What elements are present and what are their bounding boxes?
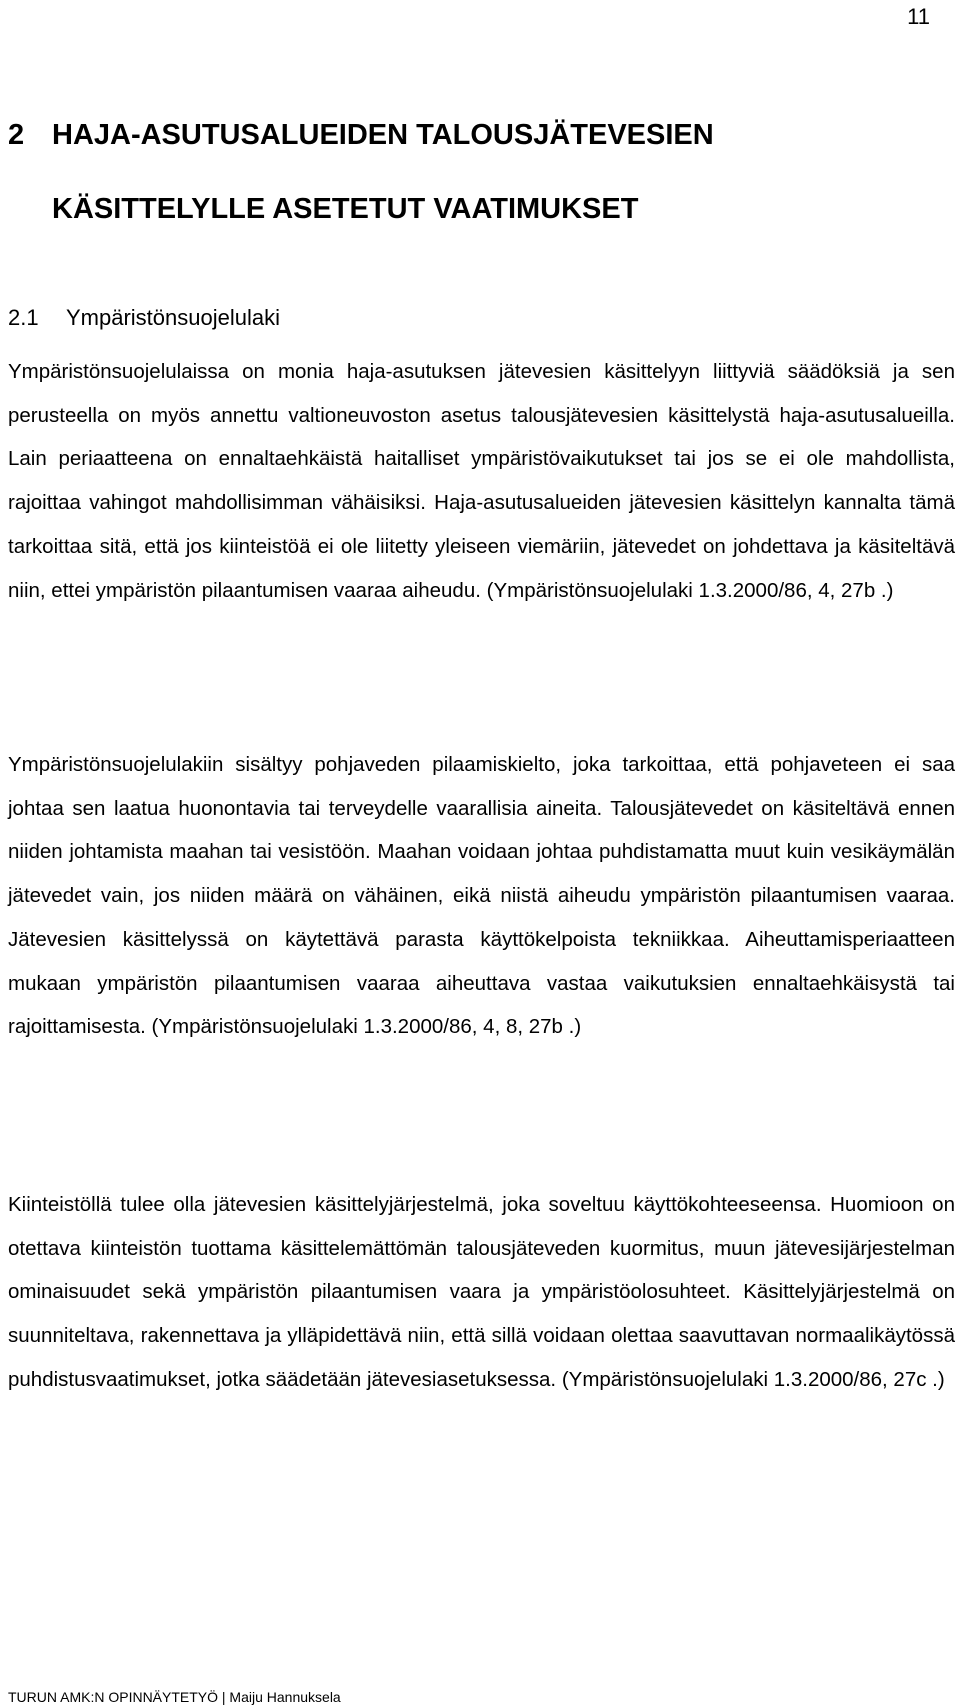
body-paragraph: Kiinteistöllä tulee olla jätevesien käsittelyjärjestelmä, joka soveltuu käyttökohteeseensa. Huomioon on otettava kiinteistön tuottama käsittelemättömän talousjäteveden kuormitus, muun jätevesijärjestelman ominaisuudet sekä ympäristön pilaantumisen vaara ja ympäristöolosuhteet. Käsittelyjärjestelmä on suunniteltava, rakennettava ja ylläpidettävä niin, että sillä voidaan olettaa saavuttavan normaalikäytössä puhdistusvaatimukset, jotka säädetään jätevesiasetuksessa. (Ympäristönsuojelulaki 1.3.2000/86, 27c .) <box>8 1193 955 1391</box>
body-paragraph: Ympäristönsuojelulakiin sisältyy pohjaveden pilaamiskielto, joka tarkoittaa, että pohjaveteen ei saa johtaa sen laatua huonontavia tai terveydelle vaarallisia aineita. Talousjätevedet on käsiteltävä ennen niiden johtamista maahan tai vesistöön. Maahan voidaan johtaa puhdistamatta muut kuin vesikäymälän jätevedet vain, jos niiden määrä on vähäinen, eikä niistä aiheudu ympäristön pilaantumisen vaaraa. Jätevesien käsittelyssä on käytettävä parasta käyttökelpoista tekniikkaa. Aiheuttamisperiaatteen mukaan ympäristön pilaantumisen vaaraa aiheuttava vastaa vaikutuksien ennaltaehkäisystä tai rajoittamisesta. (Ympäristönsuojelulaki 1.3.2000/86, 4, 8, 27b .) <box>8 753 955 1039</box>
body-paragraph: Ympäristönsuojelulaissa on monia haja-asutuksen jätevesien käsittelyyn liittyviä säädöksiä ja sen perusteella on myös annettu valtioneuvoston asetus talousjätevesien käsittelystä haja-asutusalueilla. Lain periaatteena on ennaltaehkäistä haitalliset ympäristövaikutukset tai jos se ei ole mahdollista, rajoittaa vahingot mahdollisimman vähäisiksi. Haja-asutusalueiden jätevesien käsittelyn kannalta tämä tarkoittaa sitä, että jos kiinteistöä ei ole liitetty yleiseen viemäriin, jätevedet on johdettava ja käsiteltävä niin, ettei ympäristön pilaantumisen vaaraa aiheudu. (Ympäristönsuojelulaki 1.3.2000/86, 4, 27b .) <box>8 360 955 602</box>
chapter-title-line2: KÄSITTELYLLE ASETETUT VAATIMUKSET <box>52 193 639 225</box>
chapter-heading <box>8 98 908 246</box>
section-number: 2.1 <box>8 305 39 330</box>
page-footer: TURUN AMK:N OPINNÄYTETYÖ | Maiju Hannuksela <box>8 1689 341 1705</box>
section-title: Ympäristönsuojelulaki <box>66 305 280 330</box>
page-number: 11 <box>907 4 930 29</box>
section-heading <box>8 305 280 331</box>
chapter-title-line1: HAJA-ASUTUSALUEIDEN TALOUSJÄTEVESIEN <box>52 119 714 151</box>
chapter-number: 2 <box>8 119 25 151</box>
